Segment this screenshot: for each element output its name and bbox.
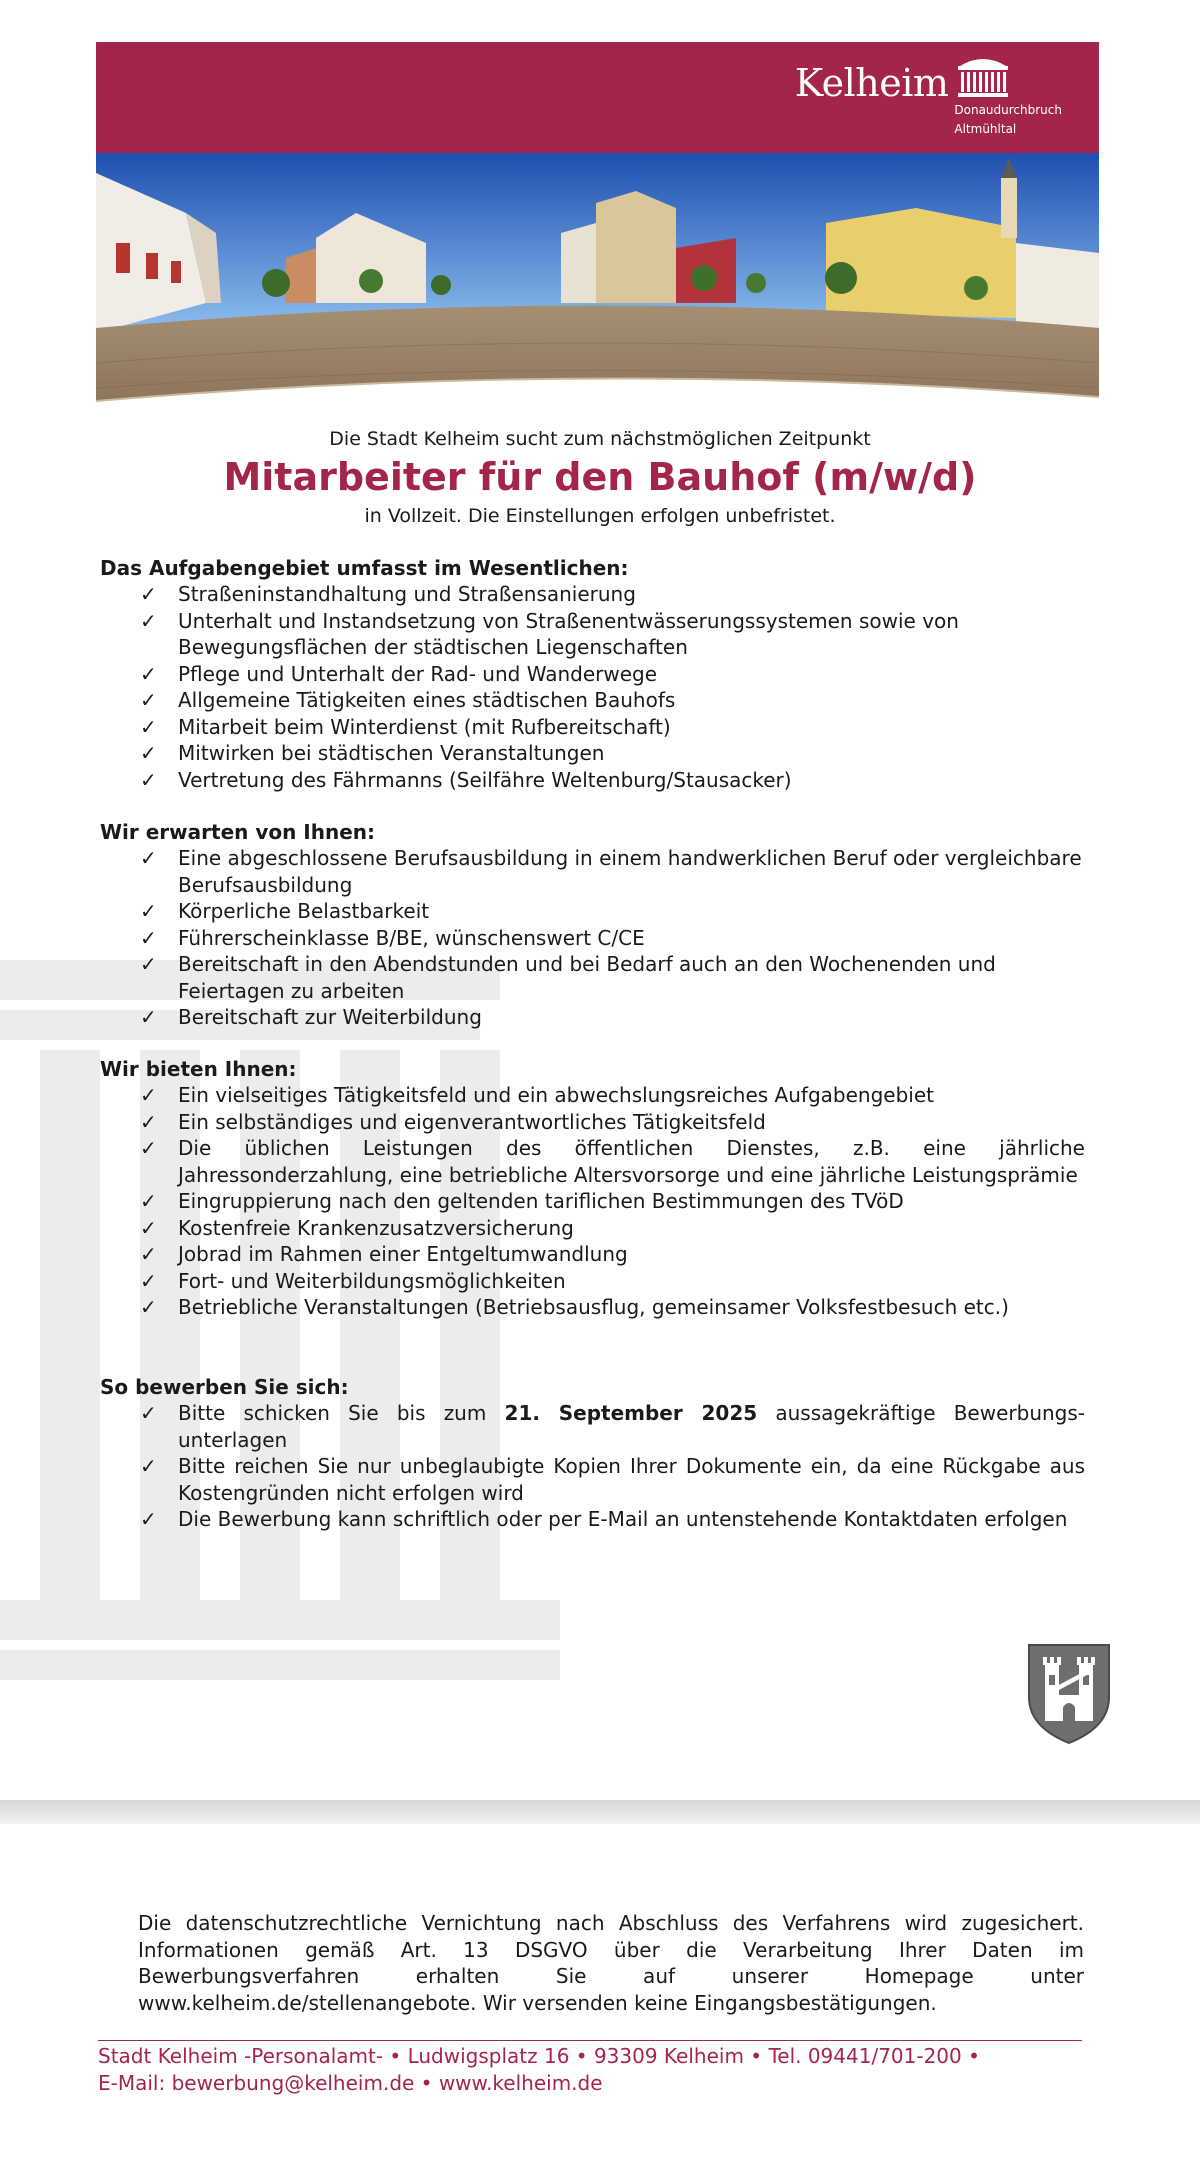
footer-address: Stadt Kelheim -Personalamt- • Ludwigsplatz 16 • 93309 Kelheim • Tel. 09441/701-200 • [98, 2044, 980, 2068]
application-deadline: 21. September 2025 [504, 1401, 758, 1425]
check-icon: ✓ [140, 846, 157, 870]
list-item: ✓ Bitte schicken Sie bis zum 21. September 2025 aussagekräftige Bewerbungs-unterlagen [140, 1401, 1086, 1452]
check-icon: ✓ [140, 661, 157, 686]
privacy-notice: Die datenschutzrechtliche Vernichtung nach Abschluss des Verfahrens wird zugesichert. Informationen gemäß Art. 13 DSGVO über die Verarbeitung Ihrer Daten im Bewerbungsverfahren erhalten Sie auf unserer Homepage unter www.kelheim.de/stellenangebote. Wir versenden keine Eingangsbestätigungen. [138, 1911, 1084, 2015]
coat-of-arms-icon [1025, 1641, 1113, 1745]
tasks-section-title: Das Aufgabengebiet umfasst im Wesentlichen: [100, 556, 629, 580]
check-icon: ✓ [140, 608, 157, 633]
list-item: ✓ Die üblichen Leistungen des öffentlichen Dienstes, z.B. eine jährliche Jahressonderzahlung, eine betriebliche Altersvorsorge und eine jährliche Leistungsprämie [140, 1136, 1085, 1187]
list-item: ✓ Mitwirken bei städtischen Veranstaltungen [140, 741, 605, 765]
check-icon: ✓ [140, 1268, 157, 1293]
check-icon: ✓ [140, 1215, 157, 1240]
list-item: ✓ Allgemeine Tätigkeiten eines städtischen Bauhofs [140, 688, 676, 712]
town-square-panorama-image [96, 153, 1099, 413]
logo-name: Kelheim [794, 61, 949, 105]
check-icon: ✓ [140, 1242, 157, 1266]
check-icon: ✓ [140, 1136, 157, 1160]
check-icon: ✓ [140, 925, 157, 950]
list-item: ✓ Vertretung des Fährmanns (Seilfähre Weltenburg/Stausacker) [140, 767, 792, 792]
check-icon: ✓ [140, 1109, 157, 1134]
list-item: ✓ Bereitschaft zur Weiterbildung [140, 1005, 482, 1029]
footer-divider [98, 2040, 1082, 2041]
email-link[interactable]: bewerbung@kelheim.de [171, 2070, 415, 2095]
list-item: ✓ Unterhalt und Instandsetzung von Straßenentwässerungssystemen sowie von Bewegungsflächen der städtischen Liegenschaften [140, 608, 959, 659]
logo-subtitle-1: Donaudurchbruch [954, 103, 1062, 117]
list-item: ✓ Bereitschaft in den Abendstunden und bei Bedarf auch an den Wochenenden und Feiertagen zu arbeiten [140, 952, 996, 1003]
offer-list [140, 1082, 1085, 1321]
list-item: ✓ Eingruppierung nach den geltenden tariflichen Bestimmungen des TVöD [140, 1189, 904, 1213]
list-item: ✓ Führerscheinklasse B/BE, wünschenswert C/CE [140, 925, 645, 950]
check-icon: ✓ [140, 1083, 157, 1107]
list-item: ✓ Straßeninstandhaltung und Straßensanierung [140, 582, 636, 606]
list-item: ✓ Bitte reichen Sie nur unbeglaubigte Kopien Ihrer Dokumente ein, da eine Rückgabe aus Kostengründen nicht erfolgen wird [140, 1454, 1085, 1505]
check-icon: ✓ [140, 714, 157, 739]
check-icon: ✓ [140, 1401, 157, 1425]
check-icon: ✓ [140, 899, 157, 923]
tasks-list [140, 581, 1085, 793]
intro-text: Die Stadt Kelheim sucht zum nächstmöglichen Zeitpunkt [329, 428, 871, 450]
page-divider [0, 1800, 1200, 1824]
website-link[interactable]: www.kelheim.de [438, 2070, 603, 2095]
list-item: ✓ Jobrad im Rahmen einer Entgeltumwandlung [140, 1242, 628, 1266]
check-icon: ✓ [140, 1454, 157, 1478]
job-title-headline: Mitarbeiter für den Bauhof (m/w/d) [223, 455, 977, 499]
employment-type-text: in Vollzeit. Die Einstellungen erfolgen unbefristet. [364, 505, 836, 527]
list-item: ✓ Die Bewerbung kann schriftlich oder per E-Mail an untenstehende Kontaktdaten erfolgen [140, 1507, 1068, 1531]
list-item: ✓ Kostenfreie Krankenzusatzversicherung [140, 1215, 574, 1240]
check-icon: ✓ [140, 1189, 157, 1213]
check-icon: ✓ [140, 582, 157, 606]
check-icon: ✓ [140, 1295, 157, 1319]
list-item: ✓ Ein selbständiges und eigenverantwortliches Tätigkeitsfeld [140, 1109, 766, 1134]
logo-subtitle-2: Altmühltal [954, 122, 1017, 136]
list-item: ✓ Betriebliche Veranstaltungen (Betriebsausflug, gemeinsamer Volksfestbesuch etc.) [140, 1295, 1009, 1319]
building-columns-icon [954, 54, 1012, 100]
expectations-list [140, 845, 1085, 1031]
check-icon: ✓ [140, 741, 157, 765]
footer-contact: E-Mail: bewerbung@kelheim.de • www.kelheim.de [98, 2070, 603, 2095]
list-item: ✓ Eine abgeschlossene Berufsausbildung in einem handwerklichen Beruf oder vergleichbare Berufsausbildung [140, 846, 1082, 897]
list-item: ✓ Pflege und Unterhalt der Rad- und Wanderwege [140, 661, 658, 686]
check-icon: ✓ [140, 952, 157, 976]
list-item: ✓ Körperliche Belastbarkeit [140, 899, 430, 923]
kelheim-logo [795, 54, 1062, 138]
background-building-watermark [0, 900, 560, 1800]
check-icon: ✓ [140, 1005, 157, 1029]
list-item: ✓ Ein vielseitiges Tätigkeitsfeld und ein abwechslungsreiches Aufgabengebiet [140, 1083, 934, 1107]
apply-section-title: So bewerben Sie sich: [100, 1375, 349, 1399]
contact-footer [98, 2043, 1108, 2096]
apply-list [140, 1400, 1085, 1533]
list-item: ✓ Mitarbeit beim Winterdienst (mit Rufbereitschaft) [140, 714, 671, 739]
check-icon: ✓ [140, 688, 157, 712]
check-icon: ✓ [140, 1507, 157, 1531]
expectations-section-title: Wir erwarten von Ihnen: [100, 820, 376, 844]
offer-section-title: Wir bieten Ihnen: [100, 1057, 297, 1081]
check-icon: ✓ [140, 767, 157, 792]
list-item: ✓ Fort- und Weiterbildungsmöglichkeiten [140, 1268, 566, 1293]
